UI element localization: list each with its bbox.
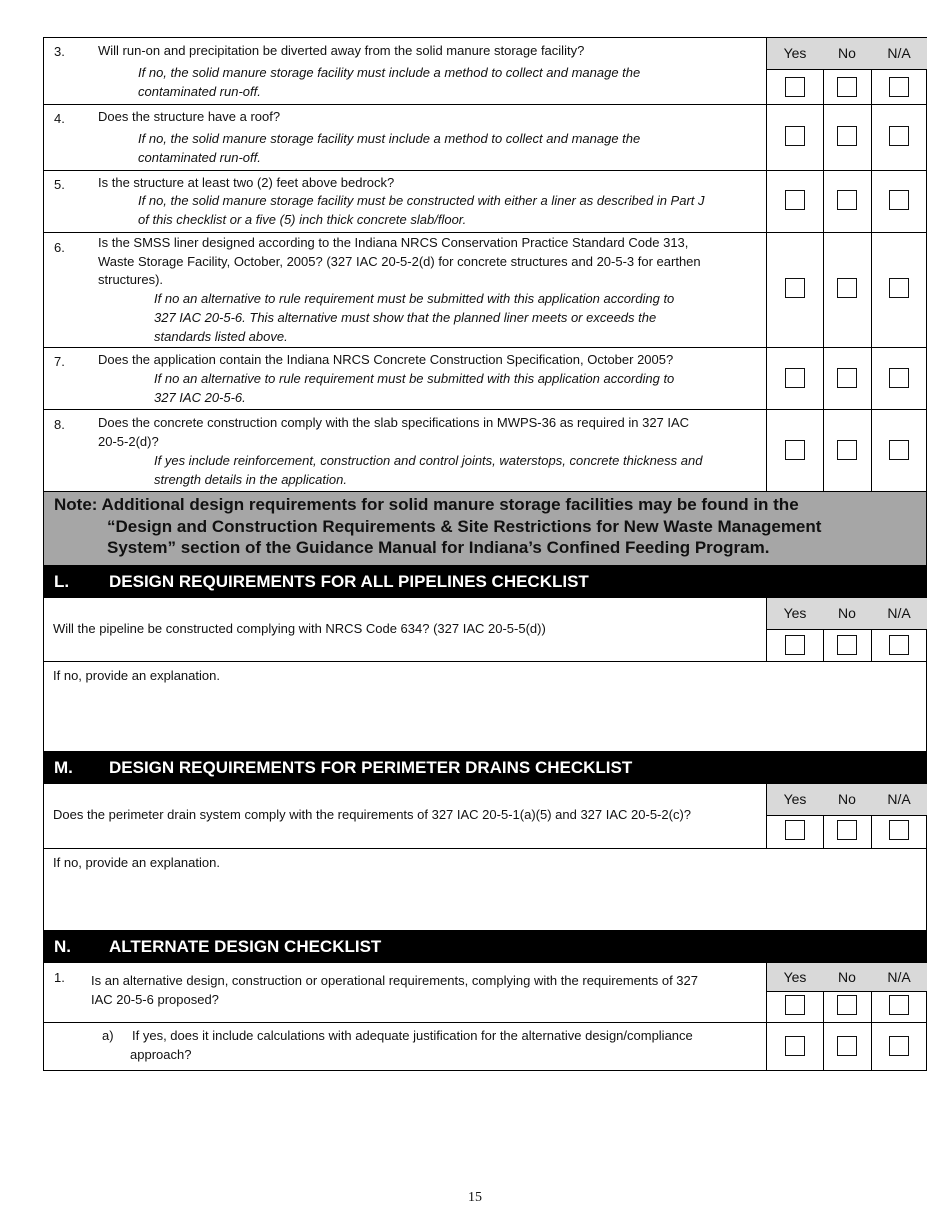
na-header: N/A: [871, 38, 927, 70]
explanation-label: If no, provide an explanation.: [53, 855, 220, 870]
section-letter: N.: [54, 937, 71, 956]
answer-columns: [766, 38, 927, 104]
yes-header: Yes: [767, 38, 823, 70]
item-number: 1.: [54, 970, 65, 985]
no-header: No: [823, 38, 871, 70]
item-number: 7.: [54, 354, 65, 369]
item-number: 8.: [54, 417, 65, 432]
na-checkbox[interactable]: [889, 278, 909, 298]
yes-checkbox[interactable]: [785, 190, 805, 210]
page-number: 15: [468, 1190, 482, 1205]
instruction-line: If no, the solid manure storage facility must include a method to collect and manage the: [138, 131, 641, 146]
instruction-line: contaminated run-off.: [138, 84, 261, 99]
yes-checkbox[interactable]: [785, 77, 805, 97]
checklist-row-n1: [43, 963, 927, 1023]
yes-header: Yes: [767, 784, 823, 816]
explanation-field-m[interactable]: [43, 849, 927, 931]
section-n-header: [43, 931, 927, 963]
no-checkbox[interactable]: [837, 995, 857, 1015]
question-text: Does the structure have a roof?: [98, 109, 281, 124]
no-header: No: [823, 598, 871, 630]
no-header: No: [823, 963, 871, 992]
na-header: N/A: [871, 784, 927, 816]
question-text: IAC 20-5-6 proposed?: [91, 992, 219, 1007]
section-letter: L.: [54, 572, 70, 591]
yes-header: Yes: [767, 963, 823, 992]
no-checkbox[interactable]: [837, 820, 857, 840]
no-checkbox[interactable]: [837, 77, 857, 97]
item-number: 4.: [54, 111, 65, 126]
checklist-row-k6: [43, 233, 927, 348]
checklist-page: [43, 37, 927, 1071]
na-checkbox[interactable]: [889, 635, 909, 655]
checklist-row-k8: [43, 410, 927, 492]
yes-checkbox[interactable]: [785, 278, 805, 298]
checklist-row-k4: [43, 105, 927, 171]
checklist-row-k3: [43, 37, 927, 105]
na-header: N/A: [871, 598, 927, 630]
checklist-row-l1: [43, 598, 927, 662]
instruction-line: strength details in the application.: [154, 472, 347, 487]
yes-checkbox[interactable]: [785, 820, 805, 840]
na-checkbox[interactable]: [889, 820, 909, 840]
na-checkbox[interactable]: [889, 190, 909, 210]
instruction-line: If no, the solid manure storage facility must be constructed with either a liner as described in Part J: [138, 193, 705, 208]
instruction-line: contaminated run-off.: [138, 150, 261, 165]
instruction-line: 327 IAC 20-5-6. This alternative must show that the planned liner meets or exceeds the: [154, 310, 657, 325]
explanation-field-l[interactable]: [43, 662, 927, 752]
item-number: 6.: [54, 240, 65, 255]
no-checkbox[interactable]: [837, 635, 857, 655]
note-line: System” section of the Guidance Manual for Indiana’s Confined Feeding Program.: [107, 538, 770, 557]
item-number: 3.: [54, 44, 65, 59]
section-l-header: [43, 566, 927, 598]
no-checkbox[interactable]: [837, 126, 857, 146]
yes-checkbox[interactable]: [785, 368, 805, 388]
na-checkbox[interactable]: [889, 1036, 909, 1056]
no-checkbox[interactable]: [837, 368, 857, 388]
checklist-row-k5: [43, 171, 927, 233]
question-text: Waste Storage Facility, October, 2005? (327 IAC 20-5-2(d) for concrete structures and 20-5-3 for earthen: [98, 254, 701, 269]
checklist-row-k7: [43, 348, 927, 410]
yes-checkbox[interactable]: [785, 1036, 805, 1056]
na-checkbox[interactable]: [889, 995, 909, 1015]
question-text: Is an alternative design, construction or operational requirements, complying with the requirements of 327: [91, 973, 698, 988]
item-number: 5.: [54, 177, 65, 192]
section-title: DESIGN REQUIREMENTS FOR ALL PIPELINES CHECKLIST: [109, 572, 589, 591]
question-text: 20-5-2(d)?: [98, 434, 159, 449]
na-checkbox[interactable]: [889, 440, 909, 460]
question-text: Will the pipeline be constructed complying with NRCS Code 634? (327 IAC 20-5-5(d)): [53, 621, 546, 636]
na-checkbox[interactable]: [889, 126, 909, 146]
no-checkbox[interactable]: [837, 440, 857, 460]
explanation-label: If no, provide an explanation.: [53, 668, 220, 683]
instruction-line: If no, the solid manure storage facility must include a method to collect and manage the: [138, 65, 641, 80]
note-line: Note: Additional design requirements for solid manure storage facilities may be found in the: [54, 495, 799, 514]
question-text: Does the concrete construction comply with the slab specifications in MWPS-36 as required in 327 IAC: [98, 415, 690, 430]
na-checkbox[interactable]: [889, 77, 909, 97]
section-letter: M.: [54, 758, 73, 777]
na-checkbox[interactable]: [889, 368, 909, 388]
no-checkbox[interactable]: [837, 278, 857, 298]
yes-checkbox[interactable]: [785, 126, 805, 146]
yes-checkbox[interactable]: [785, 635, 805, 655]
instruction-line: If no an alternative to rule requirement must be submitted with this application according to: [154, 371, 675, 386]
section-m-header: [43, 752, 927, 784]
instruction-line: 327 IAC 20-5-6.: [154, 390, 246, 405]
yes-checkbox[interactable]: [785, 440, 805, 460]
no-checkbox[interactable]: [837, 190, 857, 210]
note-line: “Design and Construction Requirements & Site Restrictions for New Waste Management: [107, 517, 822, 536]
checklist-row-m1: [43, 784, 927, 849]
item-label: a): [102, 1028, 114, 1043]
question-text: Does the application contain the Indiana NRCS Concrete Construction Specification, October 2005?: [98, 352, 674, 367]
question-text: Does the perimeter drain system comply with the requirements of 327 IAC 20-5-1(a)(5) and 327 IAC 20-5-2(c)?: [53, 807, 692, 822]
design-requirements-note: [43, 492, 927, 566]
instruction-line: of this checklist or a five (5) inch thick concrete slab/floor.: [138, 212, 467, 227]
section-title: DESIGN REQUIREMENTS FOR PERIMETER DRAINS CHECKLIST: [109, 758, 633, 777]
yes-checkbox[interactable]: [785, 995, 805, 1015]
question-text: Is the SMSS liner designed according to the Indiana NRCS Conservation Practice Standard Code 313,: [98, 235, 689, 250]
instruction-line: If yes include reinforcement, construction and control joints, waterstops, concrete thickness and: [154, 453, 703, 468]
yes-header: Yes: [767, 598, 823, 630]
na-header: N/A: [871, 963, 927, 992]
instruction-line: standards listed above.: [154, 329, 288, 344]
checklist-row-n1a: [43, 1023, 927, 1071]
question-text: approach?: [130, 1047, 192, 1062]
no-checkbox[interactable]: [837, 1036, 857, 1056]
no-header: No: [823, 784, 871, 816]
instruction-line: If no an alternative to rule requirement must be submitted with this application according to: [154, 291, 675, 306]
question-text: Is the structure at least two (2) feet above bedrock?: [98, 175, 395, 190]
question-text: Will run-on and precipitation be diverted away from the solid manure storage facility?: [98, 43, 585, 58]
section-title: ALTERNATE DESIGN CHECKLIST: [109, 937, 382, 956]
question-text: If yes, does it include calculations with adequate justification for the alternative design/compliance: [132, 1028, 693, 1043]
question-text: structures).: [98, 272, 164, 287]
